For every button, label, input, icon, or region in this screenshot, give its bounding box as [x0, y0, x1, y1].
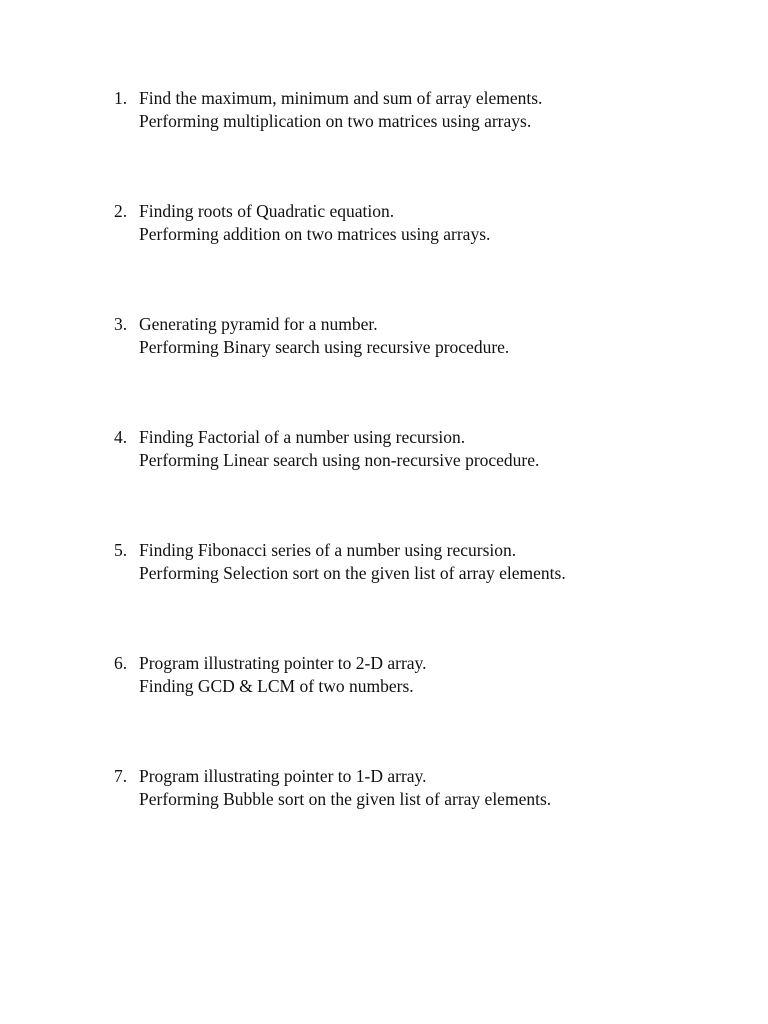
- item-line-1: Finding roots of Quadratic equation.: [139, 201, 395, 221]
- item-number: 4.: [114, 427, 128, 447]
- item-line-2: Performing Binary search using recursive procedure.: [139, 337, 510, 357]
- list-item: [114, 87, 734, 133]
- item-line-2: Performing Selection sort on the given list of array elements.: [139, 563, 566, 583]
- item-line-1: Program illustrating pointer to 2-D array.: [139, 653, 427, 673]
- item-line-1: Program illustrating pointer to 1-D array.: [139, 766, 427, 786]
- item-line-1: Find the maximum, minimum and sum of array elements.: [139, 88, 543, 108]
- item-number: 1.: [114, 88, 128, 108]
- item-line-1: Finding Fibonacci series of a number using recursion.: [139, 540, 517, 560]
- item-line-2: Performing Bubble sort on the given list of array elements.: [139, 789, 552, 809]
- list-item: [114, 200, 734, 246]
- item-number: 7.: [114, 766, 128, 786]
- list-item: [114, 426, 734, 472]
- item-line-2: Finding GCD & LCM of two numbers.: [139, 676, 414, 696]
- list-item: [114, 652, 734, 698]
- item-line-2: Performing Linear search using non-recursive procedure.: [139, 450, 540, 470]
- item-line-1: Finding Factorial of a number using recursion.: [139, 427, 466, 447]
- item-line-1: Generating pyramid for a number.: [139, 314, 378, 334]
- item-number: 2.: [114, 201, 128, 221]
- item-number: 6.: [114, 653, 128, 673]
- item-number: 3.: [114, 314, 128, 334]
- list-item: [114, 313, 734, 359]
- item-line-2: Performing multiplication on two matrices using arrays.: [139, 111, 532, 131]
- list-item: [114, 539, 734, 585]
- item-line-2: Performing addition on two matrices using arrays.: [139, 224, 491, 244]
- item-number: 5.: [114, 540, 128, 560]
- list-item: [114, 765, 734, 811]
